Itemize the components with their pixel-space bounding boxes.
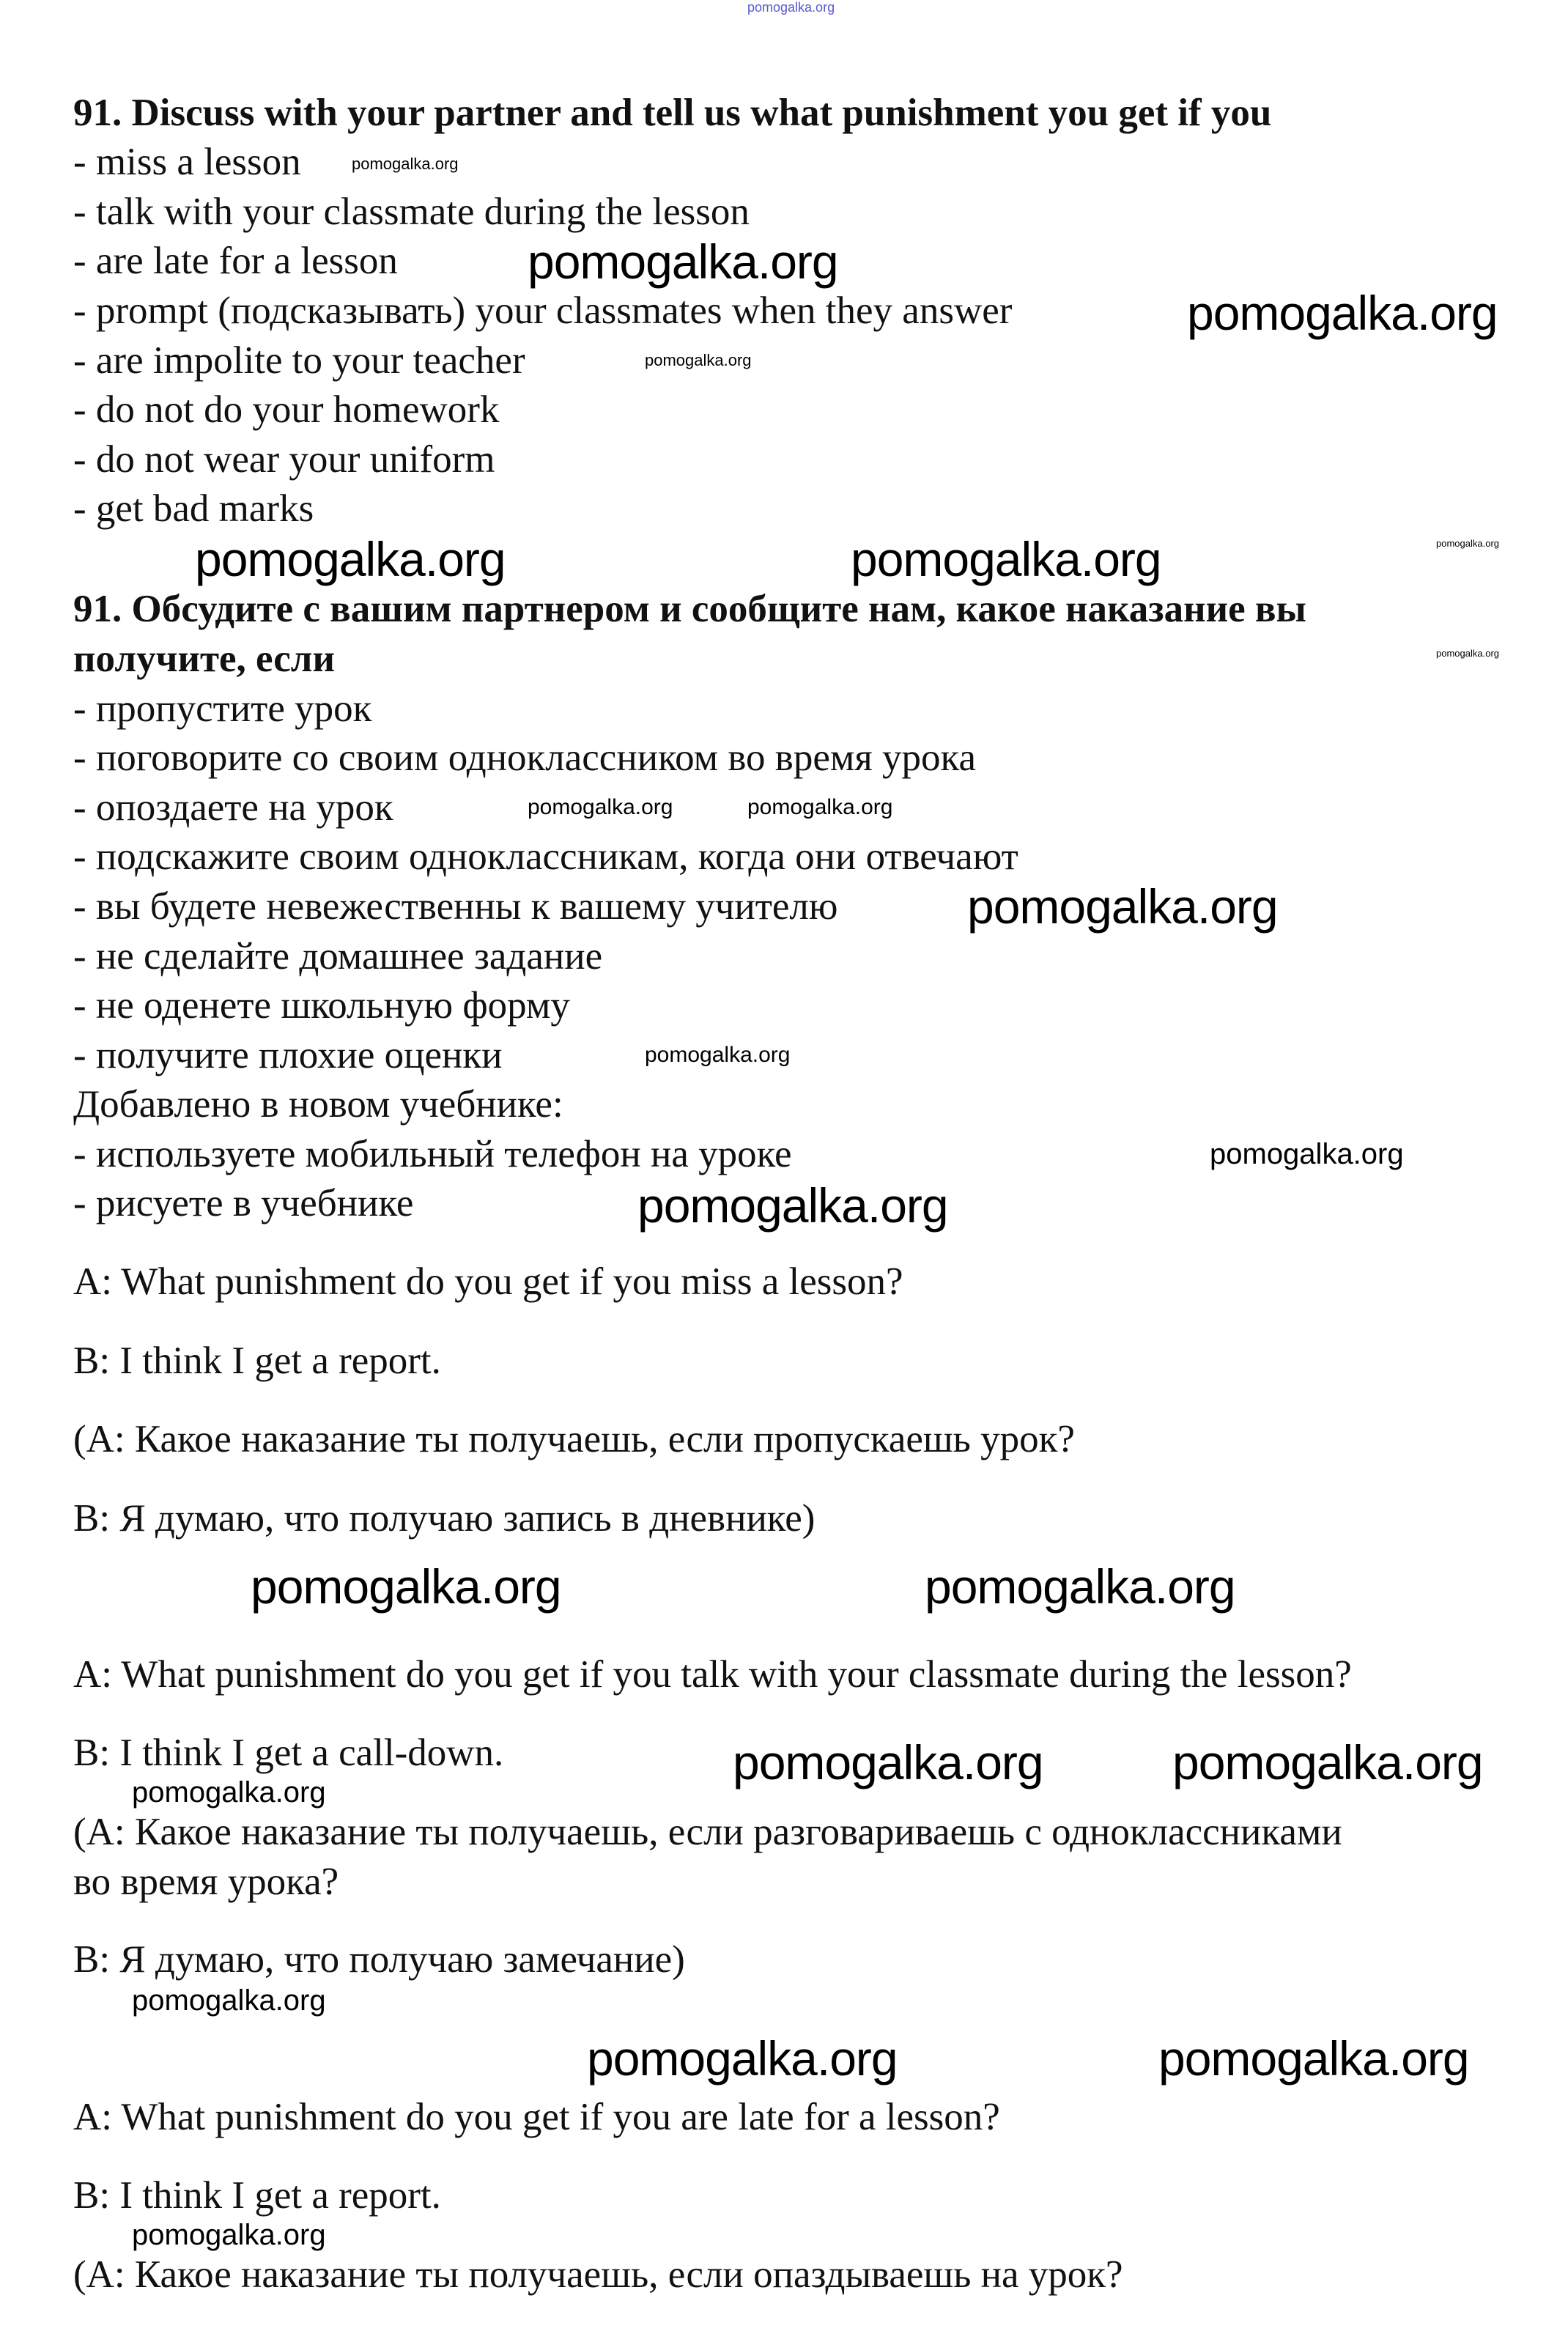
list-item: - используете мобильный телефон на уроке: [73, 1133, 792, 1175]
dialogue-b: B: I think I get a report.: [73, 1340, 441, 1382]
dialogue-ru-a-cont: во время урока?: [73, 1861, 339, 1903]
dialogue-b: B: I think I get a report.: [73, 2174, 441, 2217]
watermark: pomogalka.org: [1436, 648, 1499, 659]
dialogue-ru-a: (A: Какое наказание ты получаешь, если опаздываешь на урок?: [73, 2253, 1123, 2296]
list-item: - рисуете в учебнике: [73, 1182, 414, 1224]
watermark: pomogalka.org: [132, 1776, 326, 1809]
watermark: pomogalka.org: [1187, 286, 1498, 340]
dialogue-ru-a: (A: Какое наказание ты получаешь, если разговариваешь с одноклассниками: [73, 1811, 1342, 1853]
watermark: pomogalka.org: [637, 1178, 948, 1233]
exercise-title-en: 91. Discuss with your partner and tell us what punishment you get if you: [73, 92, 1272, 134]
watermark: pomogalka.org: [925, 1559, 1235, 1614]
watermark: pomogalka.org: [251, 1559, 561, 1614]
list-item: - получите плохие оценки: [73, 1034, 503, 1076]
dialogue-ru-b: B: Я думаю, что получаю запись в дневнике): [73, 1497, 816, 1540]
list-item: - get bad marks: [73, 487, 314, 530]
watermark: pomogalka.org: [645, 1043, 791, 1067]
list-item: - пропустите урок: [73, 687, 372, 730]
watermark: pomogalka.org: [747, 795, 893, 819]
list-item: - поговорите со своим одноклассником во время урока: [73, 736, 976, 779]
watermark: pomogalka.org: [528, 234, 838, 289]
list-item: - miss a lesson: [73, 141, 301, 183]
list-item: - вы будете невежественны к вашему учителю: [73, 885, 838, 928]
watermark: pomogalka.org: [1172, 1735, 1483, 1789]
dialogue-b: B: I think I get a call-down.: [73, 1732, 504, 1774]
watermark: pomogalka.org: [733, 1735, 1043, 1789]
list-item: - не оденете школьную форму: [73, 984, 570, 1027]
list-item: - подскажите своим одноклассникам, когда они отвечают: [73, 835, 1018, 878]
watermark: pomogalka.org: [195, 532, 506, 586]
watermark: pomogalka.org: [851, 532, 1161, 586]
watermark: pomogalka.org: [967, 879, 1278, 934]
added-heading: Добавлено в новом учебнике:: [73, 1083, 563, 1126]
watermark: pomogalka.org: [645, 351, 752, 369]
exercise-title-ru: 91. Обсудите с вашим партнером и сообщите нам, какое наказание вы: [73, 588, 1306, 630]
watermark: pomogalka.org: [587, 2031, 898, 2086]
watermark: pomogalka.org: [1436, 538, 1499, 549]
list-item: - are late for a lesson: [73, 240, 398, 282]
watermark: pomogalka.org: [528, 795, 673, 819]
dialogue-a: A: What punishment do you get if you talk with your classmate during the lesson?: [73, 1653, 1352, 1696]
list-item: - talk with your classmate during the lesson: [73, 191, 750, 233]
exercise-title-ru-cont: получите, если: [73, 638, 336, 680]
watermark: pomogalka.org: [1210, 1138, 1404, 1170]
watermark: pomogalka.org: [1158, 2031, 1469, 2086]
dialogue-ru-a: (A: Какое наказание ты получаешь, если пропускаешь урок?: [73, 1418, 1075, 1460]
list-item: - do not wear your uniform: [73, 438, 495, 481]
dialogue-a: A: What punishment do you get if you miss a lesson?: [73, 1260, 903, 1303]
list-item: - are impolite to your teacher: [73, 339, 525, 382]
list-item: - do not do your homework: [73, 388, 500, 431]
list-item: - опоздаете на урок: [73, 786, 393, 829]
dialogue-ru-b: B: Я думаю, что получаю замечание): [73, 1938, 685, 1981]
list-item: - prompt (подсказывать) your classmates when they answer: [73, 289, 1013, 332]
watermark: pomogalka.org: [352, 155, 459, 173]
list-item: - не сделайте домашнее задание: [73, 935, 603, 978]
dialogue-a: A: What punishment do you get if you are late for a lesson?: [73, 2096, 1000, 2138]
watermark: pomogalka.org: [132, 1984, 326, 2017]
watermark: pomogalka.org: [132, 2219, 326, 2251]
watermark-top: pomogalka.org: [747, 0, 835, 15]
